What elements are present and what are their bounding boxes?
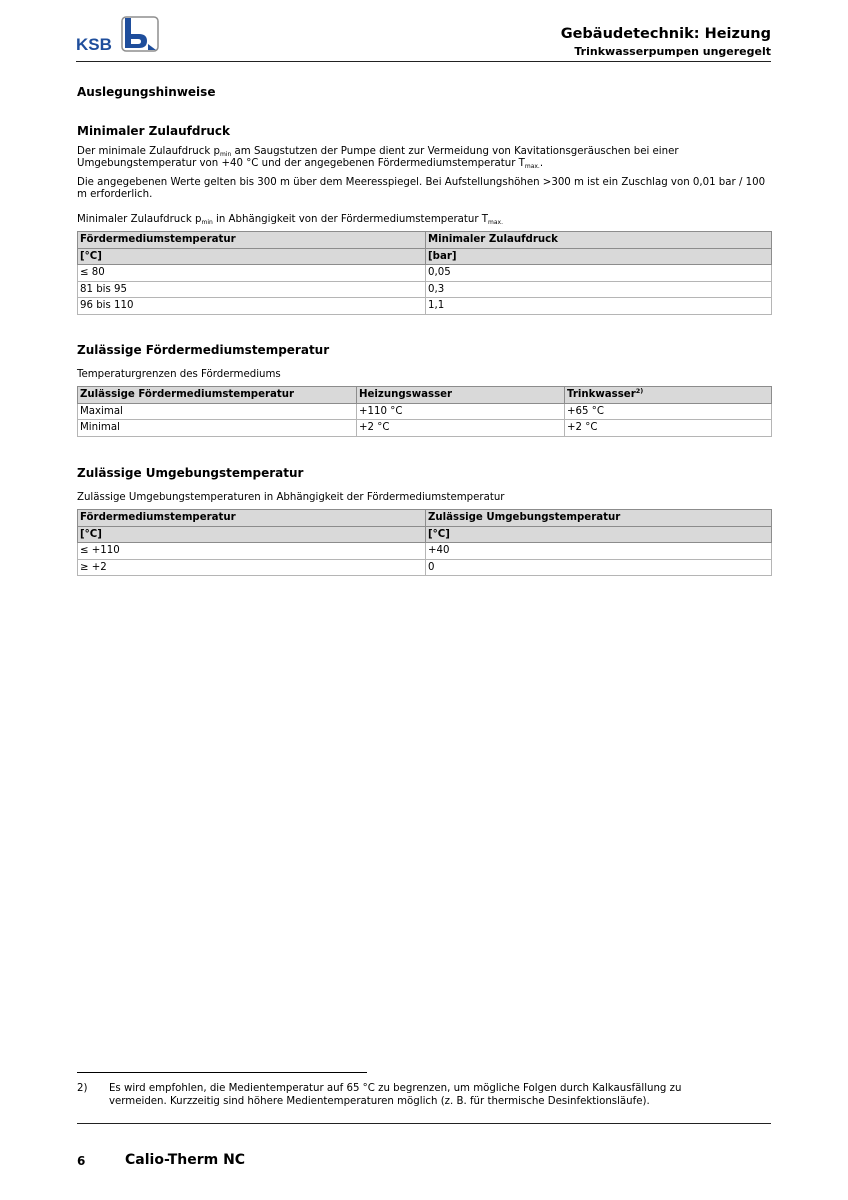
header-cell: Fördermediumstemperatur bbox=[78, 232, 426, 249]
table-caption-zulaufdruck: Minimaler Zulaufdruck pmin in Abhängigkeit von der Fördermediumstemperatur Tmax. bbox=[77, 214, 503, 226]
table-temperaturgrenzen bbox=[77, 386, 772, 437]
footer-divider bbox=[77, 1123, 771, 1124]
header-cell: Minimaler Zulaufdruck bbox=[426, 232, 772, 249]
header-cell: Heizungswasser bbox=[357, 387, 565, 404]
table-unit-row bbox=[78, 526, 772, 543]
table-row bbox=[78, 298, 772, 315]
table-cell: 81 bis 95 bbox=[78, 281, 426, 298]
table-caption-temperaturgrenzen: Temperaturgrenzen des Fördermediums bbox=[77, 369, 281, 380]
header-cell: Zulässige Umgebungstemperatur bbox=[426, 510, 772, 527]
table-cell: Maximal bbox=[78, 403, 357, 420]
table-unit-row bbox=[78, 248, 772, 265]
footnote-number: 2) bbox=[77, 1083, 88, 1094]
table-row bbox=[78, 543, 772, 560]
table-cell: 0,05 bbox=[426, 265, 772, 282]
table-cell: 1,1 bbox=[426, 298, 772, 315]
table-row bbox=[78, 420, 772, 437]
paragraph-altitude-note: Die angegebenen Werte gelten bis 300 m über dem Meeresspiegel. Bei Aufstellungshöhen >300 m ist ein Zuschlag von 0,01 bar / 100 m erforderlich. bbox=[77, 177, 766, 200]
table-row bbox=[78, 281, 772, 298]
ksb-logo-text: KSB bbox=[76, 35, 112, 54]
table-header-row bbox=[78, 510, 772, 527]
table-row bbox=[78, 403, 772, 420]
table-cell: Minimal bbox=[78, 420, 357, 437]
footnote-marker: 2) bbox=[635, 387, 644, 396]
unit-cell: [°C] bbox=[426, 526, 772, 543]
unit-cell: [bar] bbox=[426, 248, 772, 265]
table-cell: ≤ +110 bbox=[78, 543, 426, 560]
table-cell: 0 bbox=[426, 559, 772, 576]
unit-cell: [°C] bbox=[78, 248, 426, 265]
table-zulaufdruck bbox=[77, 231, 772, 315]
header-cell: Zulässige Fördermediumstemperatur bbox=[78, 387, 357, 404]
table-cell: +2 °C bbox=[565, 420, 772, 437]
paragraph-zulaufdruck-intro: Der minimale Zulaufdruck pmin am Saugstutzen der Pumpe dient zur Vermeidung von Kavitationsgeräuschen bei einer Umgebungstemperatur von +40 °C und der angegebenen Fördermediumstemperatur Tmax.. bbox=[77, 146, 679, 170]
header-subtitle: Trinkwasserpumpen ungeregelt bbox=[574, 45, 771, 58]
table-cell: 0,3 bbox=[426, 281, 772, 298]
product-name: Calio-Therm NC bbox=[125, 1152, 246, 1168]
unit-cell: [°C] bbox=[78, 526, 426, 543]
table-cell: ≥ +2 bbox=[78, 559, 426, 576]
ksb-logo bbox=[76, 14, 162, 54]
table-header-row bbox=[78, 232, 772, 249]
table-caption-umgebungstemperaturen: Zulässige Umgebungstemperaturen in Abhängigkeit der Fördermediumstemperatur bbox=[77, 492, 505, 503]
header-cell: Fördermediumstemperatur bbox=[78, 510, 426, 527]
section-heading-umgebungstemperatur: Zulässige Umgebungstemperatur bbox=[77, 466, 304, 480]
section-heading-foerdermediumstemperatur: Zulässige Fördermediumstemperatur bbox=[77, 343, 330, 357]
main-heading: Auslegungshinweise bbox=[77, 85, 216, 99]
footnote-text: Es wird empfohlen, die Medientemperatur auf 65 °C zu begrenzen, um mögliche Folgen durch Kalkausfällung zu vermeiden. Kurzzeitig sind höhere Medientemperaturen möglich (z. B. für thermische Desinfektionsläufe). bbox=[109, 1083, 682, 1107]
header-title: Gebäudetechnik: Heizung bbox=[560, 26, 771, 42]
table-umgebungstemperatur bbox=[77, 509, 772, 576]
footnote-divider bbox=[77, 1072, 367, 1073]
table-header-row bbox=[78, 387, 772, 404]
table-row bbox=[78, 265, 772, 282]
table-row bbox=[78, 559, 772, 576]
table-cell: +65 °C bbox=[565, 403, 772, 420]
table-cell: 96 bis 110 bbox=[78, 298, 426, 315]
table-cell: +2 °C bbox=[357, 420, 565, 437]
header-divider bbox=[76, 61, 771, 62]
header-cell bbox=[565, 387, 772, 404]
header-cell-label: Trinkwasser bbox=[567, 389, 636, 401]
table-cell: +110 °C bbox=[357, 403, 565, 420]
table-cell: +40 bbox=[426, 543, 772, 560]
table-cell: ≤ 80 bbox=[78, 265, 426, 282]
page-number: 6 bbox=[77, 1154, 86, 1168]
section-heading-minimaler-zulaufdruck: Minimaler Zulaufdruck bbox=[77, 124, 231, 138]
